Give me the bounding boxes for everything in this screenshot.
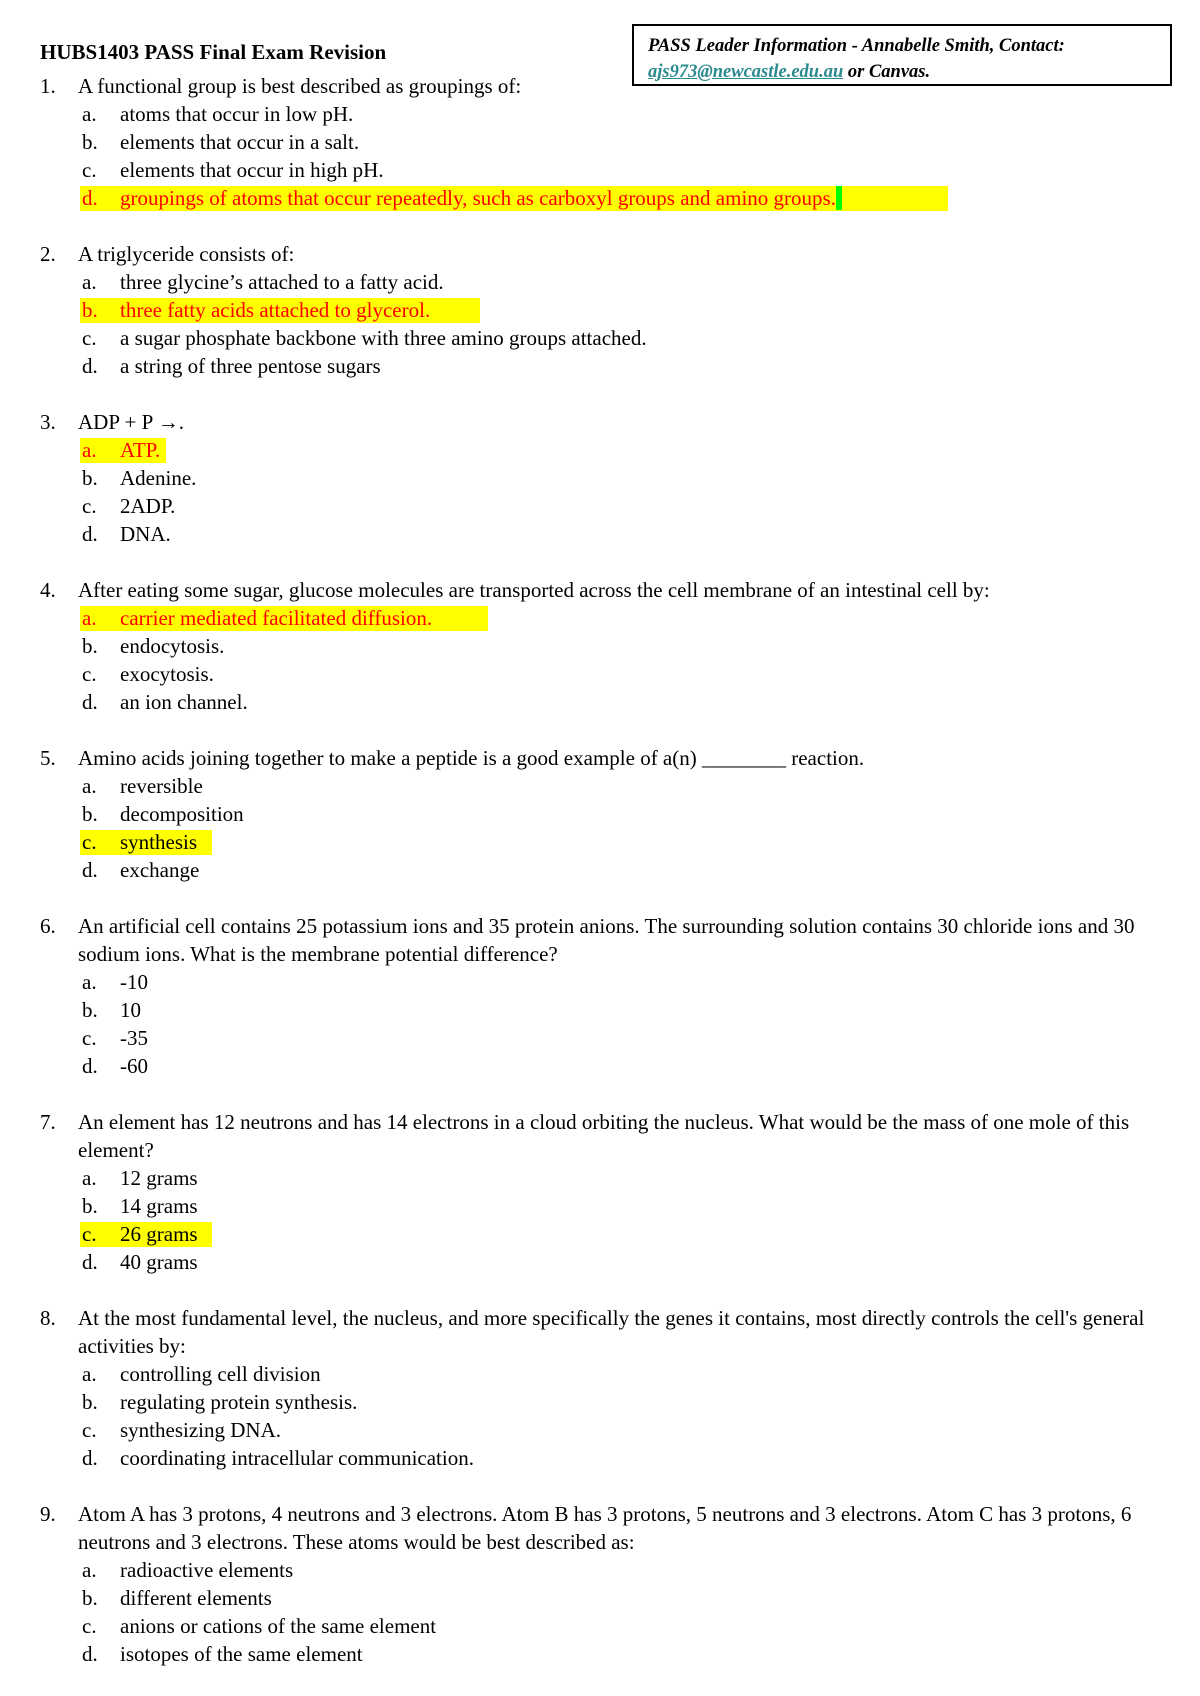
question-1: [0, 72, 1200, 212]
option-row: [0, 1052, 1200, 1080]
option-letter: b.: [82, 802, 98, 826]
option-letter: d.: [82, 1446, 98, 1470]
option-row: [0, 968, 1200, 996]
option-letter: b.: [82, 634, 98, 658]
option-row: [0, 492, 1200, 520]
option-text: exchange: [120, 858, 200, 882]
option-letter: b.: [82, 1586, 98, 1610]
option-row-correct: [0, 184, 1200, 212]
option-letter: c.: [82, 1418, 97, 1442]
option-letter: d.: [82, 522, 98, 546]
option-row-correct: [0, 296, 1200, 324]
option-text: DNA.: [120, 522, 171, 546]
option-letter: c.: [82, 158, 97, 182]
question-text: After eating some sugar, glucose molecules are transported across the cell membrane of an intestinal cell by:: [78, 578, 990, 602]
question-stem: [0, 576, 1200, 604]
option-text-correct: ATP.: [120, 438, 161, 462]
option-text: radioactive elements: [120, 1558, 294, 1582]
option-text: Adenine.: [120, 466, 197, 490]
question-stem: [0, 1108, 1200, 1164]
question-text: An element has 12 neutrons and has 14 electrons in a cloud orbiting the nucleus. What would be the mass of one mole of this element?: [78, 1110, 1130, 1162]
question-stem: [0, 72, 1200, 100]
option-letter: d.: [82, 1054, 98, 1078]
option-text: -10: [120, 970, 148, 994]
question-text: A triglyceride consists of:: [78, 242, 295, 266]
option-row-correct: [0, 1220, 1200, 1248]
option-text: -60: [120, 1054, 148, 1078]
contact-suffix: or Canvas.: [843, 62, 931, 82]
question-text: At the most fundamental level, the nucleus, and more specifically the genes it contains, most directly controls the cell's general activities by:: [78, 1306, 1145, 1358]
option-text-correct: groupings of atoms that occur repeatedly, such as carboxyl groups and amino groups.: [120, 184, 842, 212]
page-title: HUBS1403 PASS Final Exam Revision: [40, 40, 387, 64]
option-letter: d.: [82, 354, 98, 378]
option-text: 14 grams: [120, 1194, 198, 1218]
option-text: endocytosis.: [120, 634, 225, 658]
question-stem: [0, 1500, 1200, 1556]
option-row: [0, 128, 1200, 156]
question-3: [0, 408, 1200, 548]
option-letter: b.: [82, 1390, 98, 1414]
option-text: 2ADP.: [120, 494, 176, 518]
question-5: [0, 744, 1200, 884]
question-number: 4.: [40, 578, 56, 602]
option-text-correct: 26 grams: [120, 1222, 198, 1246]
question-text: Atom A has 3 protons, 4 neutrons and 3 electrons. Atom B has 3 protons, 5 neutrons and 3 electrons. Atom C has 3 protons, 6 neutrons and 3 electrons. These atoms would be best described as:: [78, 1502, 1132, 1554]
question-number: 9.: [40, 1502, 56, 1526]
option-letter: a.: [82, 1558, 97, 1582]
question-text: An artificial cell contains 25 potassium ions and 35 protein anions. The surrounding solution contains 30 chloride ions and 30 sodium ions. What is the membrane potential difference?: [78, 914, 1135, 966]
option-letter: a.: [82, 1362, 97, 1386]
option-letter: a.: [82, 774, 97, 798]
option-letter: d.: [82, 1250, 98, 1274]
question-number: 2.: [40, 242, 56, 266]
option-letter: a.: [82, 438, 97, 462]
green-marker: [836, 186, 842, 210]
option-text: atoms that occur in low pH.: [120, 102, 354, 126]
option-text: 40 grams: [120, 1250, 198, 1274]
question-number: 6.: [40, 914, 56, 938]
option-letter: d.: [82, 1642, 98, 1666]
option-row: [0, 688, 1200, 716]
option-letter: c.: [82, 830, 97, 854]
email-link[interactable]: ajs973@newcastle.edu.au: [648, 62, 844, 82]
question-stem: [0, 1304, 1200, 1360]
option-letter: b.: [82, 298, 98, 322]
option-letter: c.: [82, 494, 97, 518]
question-number: 1.: [40, 74, 56, 98]
leader-info-text: PASS Leader Information - Annabelle Smith, Contact:: [648, 36, 1065, 56]
question-4: [0, 576, 1200, 716]
option-row: [0, 1360, 1200, 1388]
option-text: controlling cell division: [120, 1362, 321, 1386]
option-row: [0, 1444, 1200, 1472]
question-number: 5.: [40, 746, 56, 770]
question-number: 7.: [40, 1110, 56, 1134]
option-row: [0, 1556, 1200, 1584]
question-stem: [0, 408, 1200, 436]
option-text: different elements: [120, 1586, 272, 1610]
option-text: isotopes of the same element: [120, 1642, 363, 1666]
option-row: [0, 800, 1200, 828]
option-row: [0, 268, 1200, 296]
question-9: [0, 1500, 1200, 1668]
option-letter: c.: [82, 1222, 97, 1246]
question-7: [0, 1108, 1200, 1276]
option-text: -35: [120, 1026, 148, 1050]
option-row-correct: [0, 604, 1200, 632]
option-row: [0, 464, 1200, 492]
option-row-correct: [0, 436, 1200, 464]
option-letter: b.: [82, 130, 98, 154]
option-row: [0, 996, 1200, 1024]
option-text: reversible: [120, 774, 203, 798]
option-text: synthesizing DNA.: [120, 1418, 281, 1442]
option-text: 10: [120, 998, 141, 1022]
option-row: [0, 324, 1200, 352]
question-number: 3.: [40, 410, 56, 434]
option-letter: a.: [82, 270, 97, 294]
option-row: [0, 100, 1200, 128]
option-letter: a.: [82, 1166, 97, 1190]
option-letter: c.: [82, 1026, 97, 1050]
question-stem: [0, 744, 1200, 772]
option-text: 12 grams: [120, 1166, 198, 1190]
option-letter: d.: [82, 186, 98, 210]
option-text: a sugar phosphate backbone with three amino groups attached.: [120, 326, 647, 350]
option-letter: b.: [82, 466, 98, 490]
option-letter: c.: [82, 1614, 97, 1638]
question-2: [0, 240, 1200, 380]
option-row: [0, 772, 1200, 800]
option-row: [0, 1248, 1200, 1276]
option-row: [0, 1388, 1200, 1416]
question-6: [0, 912, 1200, 1080]
option-letter: d.: [82, 858, 98, 882]
question-stem: [0, 912, 1200, 968]
option-letter: b.: [82, 998, 98, 1022]
option-text: elements that occur in a salt.: [120, 130, 360, 154]
option-text-correct: synthesis: [120, 830, 198, 854]
option-row: [0, 1416, 1200, 1444]
option-letter: b.: [82, 1194, 98, 1218]
option-text: three glycine’s attached to a fatty acid.: [120, 270, 444, 294]
option-row: [0, 156, 1200, 184]
question-text: ADP + P →.: [78, 410, 184, 434]
question-text: A functional group is best described as groupings of:: [78, 74, 522, 98]
question-text: Amino acids joining together to make a peptide is a good example of a(n) ________ reaction.: [78, 746, 865, 770]
option-row: [0, 1640, 1200, 1668]
option-row: [0, 1024, 1200, 1052]
question-list: [0, 72, 1200, 1696]
option-text-correct: three fatty acids attached to glycerol.: [120, 298, 431, 322]
option-letter: c.: [82, 662, 97, 686]
question-stem: [0, 240, 1200, 268]
option-row: [0, 632, 1200, 660]
option-row: [0, 1164, 1200, 1192]
option-text-correct: carrier mediated facilitated diffusion.: [120, 606, 433, 630]
option-row: [0, 1192, 1200, 1220]
option-text: a string of three pentose sugars: [120, 354, 381, 378]
option-row: [0, 1584, 1200, 1612]
option-row: [0, 1612, 1200, 1640]
option-text: an ion channel.: [120, 690, 248, 714]
question-8: [0, 1304, 1200, 1472]
option-text: exocytosis.: [120, 662, 214, 686]
option-letter: c.: [82, 326, 97, 350]
option-row: [0, 352, 1200, 380]
option-row: [0, 856, 1200, 884]
option-text: anions or cations of the same element: [120, 1614, 437, 1638]
question-number: 8.: [40, 1306, 56, 1330]
option-letter: a.: [82, 102, 97, 126]
option-letter: d.: [82, 690, 98, 714]
option-letter: a.: [82, 970, 97, 994]
option-letter: a.: [82, 606, 97, 630]
option-text: coordinating intracellular communication.: [120, 1446, 474, 1470]
option-text: regulating protein synthesis.: [120, 1390, 358, 1414]
option-row: [0, 520, 1200, 548]
option-row-correct: [0, 828, 1200, 856]
option-row: [0, 660, 1200, 688]
option-text: elements that occur in high pH.: [120, 158, 384, 182]
option-text: decomposition: [120, 802, 244, 826]
